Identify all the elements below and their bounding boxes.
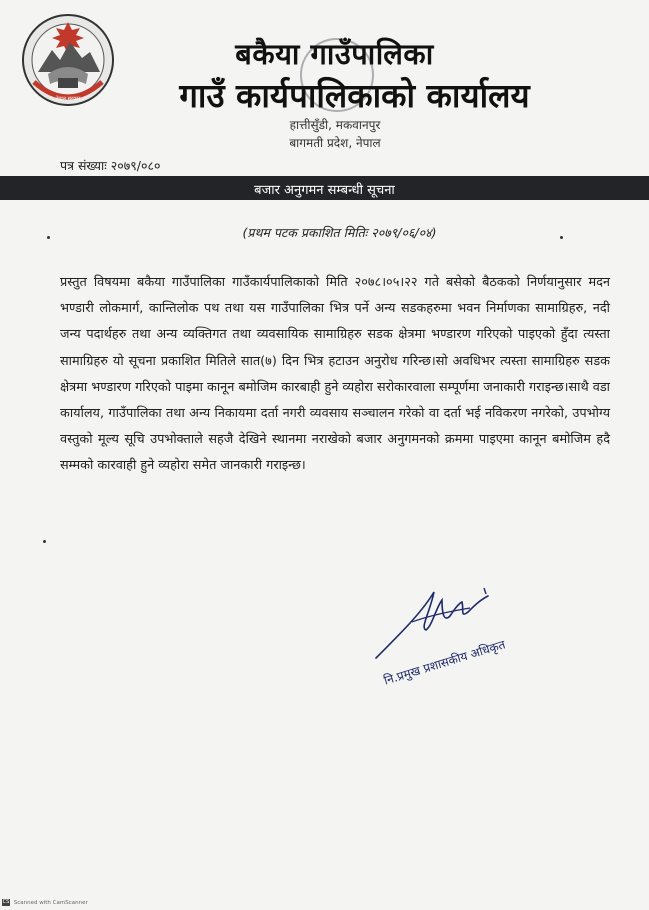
scan-speck	[43, 540, 46, 543]
notice-body: प्रस्तुत विषयमा बकैया गाउँपालिका गाउँकार्यपालिकाको मिति २०७८।०५।२२ गते बसेको बैठकको निर्णयानुसार मदन भण्डारी लोकमार्ग, कान्तिलोक पथ तथा यस गाउँपालिका भित्र पर्ने अन्य सडकहरुमा भवन निर्माणका सामाग्रिहरु, नदी जन्य पदार्थहरु तथा अन्य व्यक्तिगत तथा व्यवसायिक सामाग्रिहरु सडक क्षेत्रमा भण्डारण गरिएको पाइएको हुँदा त्यस्ता सामाग्रिहरु यो सूचना प्रकाशित मितिले सात(७) दिन भित्र हटाउन अनुरोध गरिन्छ।सो अवधिभर त्यस्ता सामाग्रिहरु सडक क्षेत्रमा भण्डारण गरिएको पाइमा कानून बमोजिम कारबाही हुने व्यहोरा सरोकारवाला सम्पूर्णमा जनाकारी गराइन्छ।साथै वडा कार्यालय, गाउँपालिका तथा अन्य निकायमा दर्ता नगरी व्यवसाय सञ्चालन गरेको वा दर्ता भई नविकरण नगरेको, उपभोग्य वस्तुको मूल्य सूचि उपभोक्ताले सहजै देखिने स्थानमा नराखेको बजार अनुगमनको क्रममा पाइएमा कानून बमोजिम हदै सम्मको कारवाही हुने व्यहोरा समेत जानकारी गराइन्छ।	[60, 275, 610, 474]
signatory-title: नि.प्रमुख प्रशासकीय अधिकृत	[382, 637, 507, 688]
notice-subject: बजार अनुगमन सम्बन्धी सूचना	[254, 183, 395, 198]
publication-date: (प्रथम पटक प्रकाशित मितिः २०७९/०६/०४)	[242, 225, 437, 240]
address-line-2: बागमती प्रदेश, नेपाल	[289, 136, 381, 150]
office-name: गाउँ कार्यपालिकाको कार्यालय	[179, 76, 530, 115]
scan-speck	[47, 236, 50, 239]
scanner-watermark	[2, 899, 88, 906]
address-line-1: हात्तीसुँडी, मकवानपुर	[289, 118, 381, 132]
scan-speck	[560, 236, 563, 239]
letter-reference	[60, 157, 160, 174]
subject-banner	[0, 176, 649, 200]
municipality-name: बकैया गाउँपालिका	[235, 37, 434, 71]
svg-text:नेपाल सरकार: नेपाल सरकार	[55, 96, 81, 102]
camscanner-icon: CS	[2, 899, 10, 905]
reference-number: २०७९/०८०	[110, 158, 161, 173]
reference-label: पत्र संख्याः	[60, 158, 107, 173]
scanner-text: Scanned with CamScanner	[13, 900, 88, 906]
